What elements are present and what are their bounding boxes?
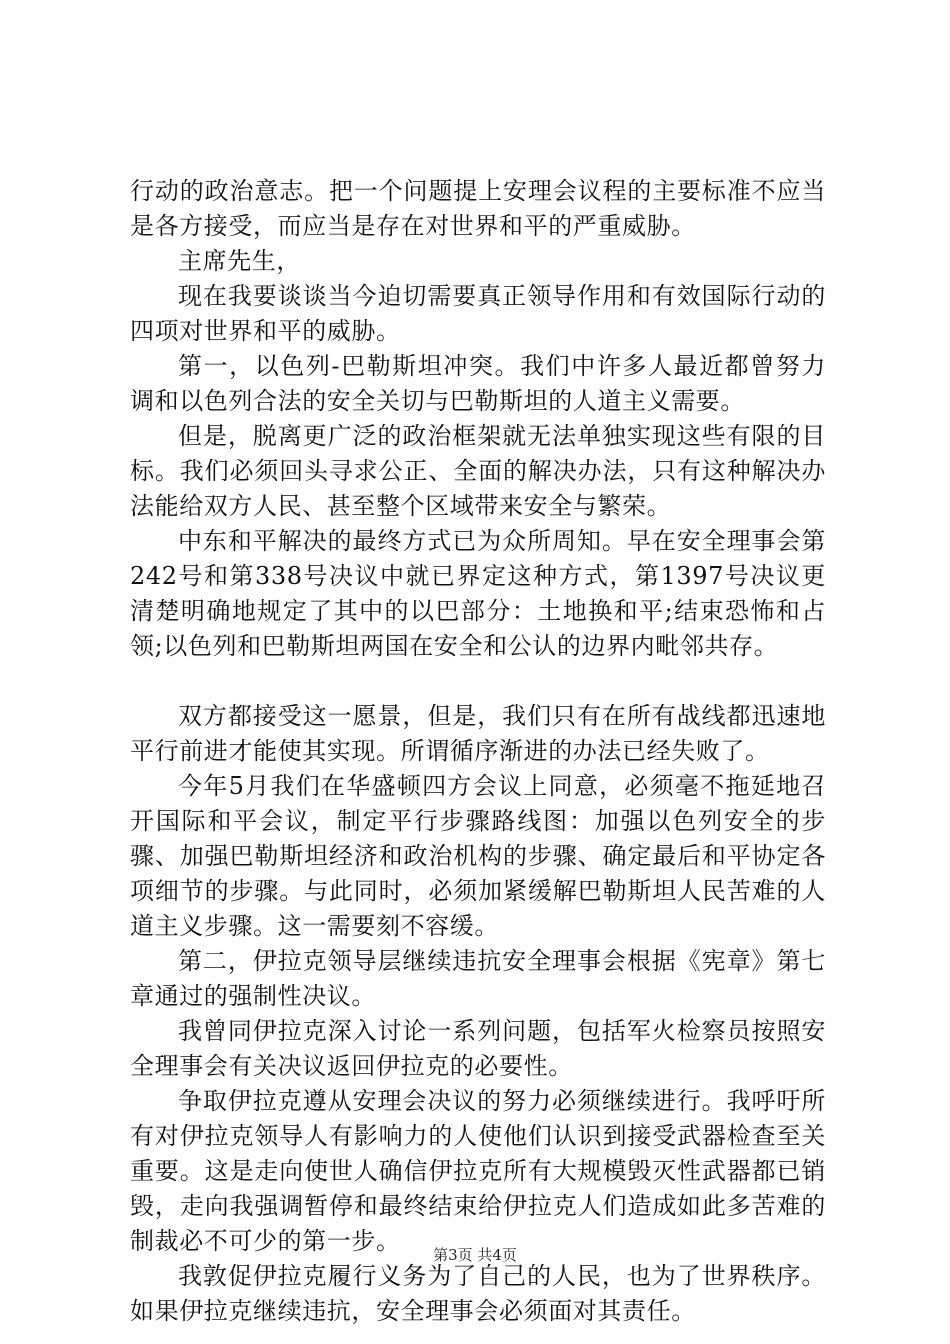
paragraph-political-framework: 但是，脱离更广泛的政治框架就无法单独实现这些有限的目标。我们必须回头寻求公正、全面的解决办法，只有这种解决办法能给双方人民、甚至整个区域带来安全与繁荣。 xyxy=(130,422,826,520)
page-footer: 第3页 共4页 xyxy=(433,1246,517,1264)
paragraph-second-threat: 第二，伊拉克领导层继续违抗安全理事会根据《宪章》第七章通过的强制性决议。 xyxy=(130,947,826,1010)
document-body xyxy=(130,174,826,1329)
paragraph-threats-intro: 现在我要谈谈当今迫切需要真正领导作用和有效国际行动的四项对世界和平的威胁。 xyxy=(130,282,826,345)
paragraph-iraq-compliance: 争取伊拉克遵从安理会决议的努力必须继续进行。我呼吁所有对伊拉克领导人有影响力的人使他们认识到接受武器检查至关重要。这是走向使世人确信伊拉克所有大规模毁灭性武器都已销毁，走向我强调暂停和最终结束给伊拉克人们造成如此多苦难的制裁必不可少的第一步。 xyxy=(130,1087,826,1255)
paragraph-vision: 双方都接受这一愿景，但是，我们只有在所有战线都迅速地平行前进才能使其实现。所谓循序渐进的办法已经失败了。 xyxy=(130,702,826,765)
paragraph-iraq-discussion: 我曾同伊拉克深入讨论一系列问题，包括军火检察员按照安全理事会有关决议返回伊拉克的必要性。 xyxy=(130,1017,826,1080)
paragraph-continuation: 行动的政治意志。把一个问题提上安理会议程的主要标准不应当是各方接受，而应当是存在对世界和平的严重威胁。 xyxy=(130,177,826,240)
paragraph-first-threat: 第一，以色列-巴勒斯坦冲突。我们中许多人最近都曾努力调和以色列合法的安全关切与巴勒斯坦的人道主义需要。 xyxy=(130,352,826,415)
paragraph-salutation: 主席先生， xyxy=(178,247,301,275)
paragraph-middle-east-resolutions: 中东和平解决的最终方式已为众所周知。早在安全理事会第242号和第338号决议中就已界定这种方式，第1397号决议更清楚明确地规定了其中的以巴部分：土地换和平;结束恐怖和占领;以色列和巴勒斯坦两国在安全和公认的边界内毗邻共存。 xyxy=(130,527,826,660)
paragraph-washington-quartet: 今年5月我们在华盛顿四方会议上同意，必须毫不拖延地召开国际和平会议，制定平行步骤路线图：加强以色列安全的步骤、加强巴勒斯坦经济和政治机构的步骤、确定最后和平协定各项细节的步骤。与此同时，必须加紧缓解巴勒斯坦人民苦难的人道主义步骤。这一需要刻不容缓。 xyxy=(130,772,826,940)
paragraph-iraq-obligations: 我敦促伊拉克履行义务为了自己的人民，也为了世界秩序。如果伊拉克继续违抗，安全理事会必须面对其责任。 xyxy=(130,1262,826,1325)
